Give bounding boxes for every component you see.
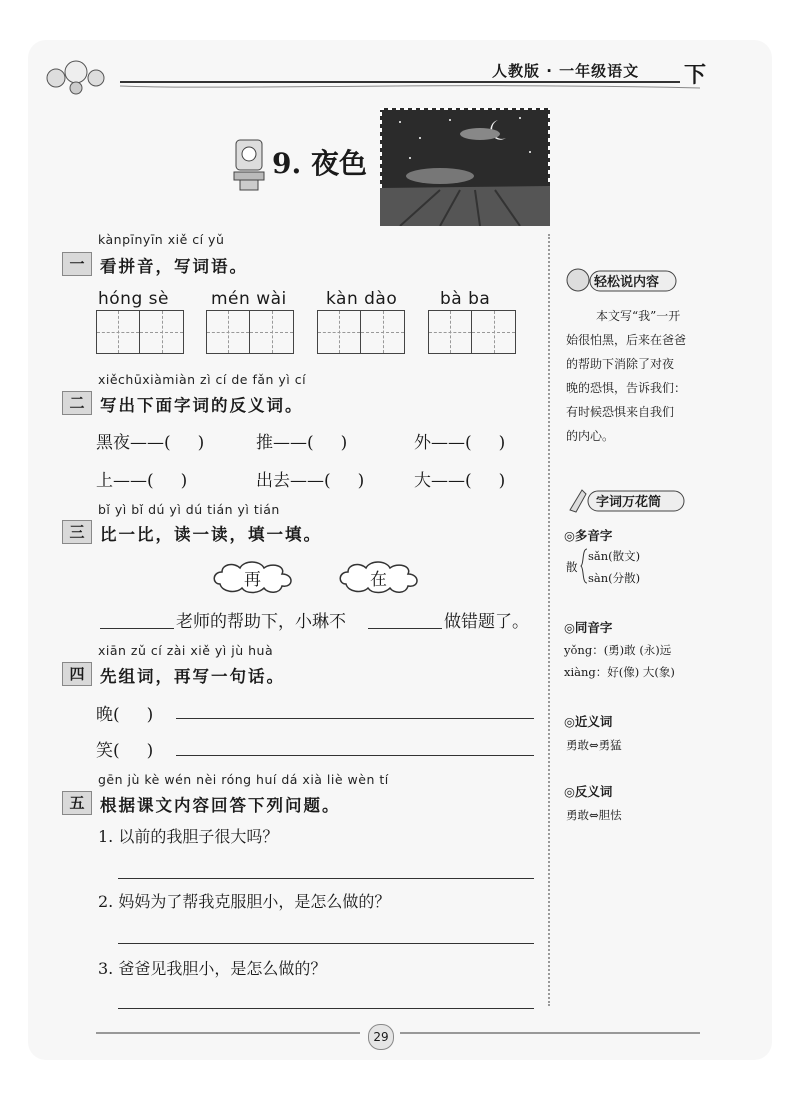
s1-pinyin: kànpīnyīn xiě cí yǔ: [98, 232, 225, 247]
publisher-grade: 人教版 · 一年级语文: [492, 62, 640, 80]
antonym-item[interactable]: 出去——( ): [256, 471, 365, 491]
grid-cell[interactable]: [140, 310, 184, 354]
grid-cell[interactable]: [428, 310, 472, 354]
summary-line: 有时候恐惧来自我们: [566, 405, 675, 419]
lesson-title: 9. 夜色: [272, 147, 367, 180]
grid-cell[interactable]: [472, 310, 516, 354]
column-divider: [548, 234, 550, 1006]
blank-2[interactable]: [368, 628, 442, 629]
cloud-char-1: 再: [244, 570, 261, 590]
s3-sentence-end: 做错题了。: [444, 612, 529, 632]
grid-cell[interactable]: [250, 310, 294, 354]
s2-pinyin: xiěchūxiàmiàn zì cí de fǎn yì cí: [98, 372, 307, 387]
grid-cell[interactable]: [317, 310, 361, 354]
s1-grid-2[interactable]: [206, 310, 294, 354]
polyphone-reading-2: sàn(分散): [588, 571, 641, 585]
teacher-icon: [232, 138, 266, 192]
answer-line-1[interactable]: [118, 878, 534, 879]
grid-cell[interactable]: [361, 310, 405, 354]
blank-1[interactable]: [100, 628, 174, 629]
summary-line: 始很怕黑，后来在爸爸: [566, 333, 687, 347]
page-number: 29: [368, 1024, 394, 1050]
s1-word-pinyin-3: kàn dào: [326, 289, 398, 309]
footer-rule-right: [400, 1032, 700, 1034]
footer-rule-left: [96, 1032, 360, 1034]
antonym-item[interactable]: 上——( ): [96, 471, 188, 491]
sentence-line-2[interactable]: [176, 755, 534, 756]
homophone-line-1: yǒng：(勇)敢 (永)远: [564, 643, 672, 657]
s3-number: 三: [62, 520, 92, 544]
question-2: 2. 妈妈为了帮我克服胆小，是怎么做的？: [98, 892, 391, 911]
cloud-char-2: 在: [370, 570, 387, 590]
s5-number: 五: [62, 791, 92, 815]
antonym-item[interactable]: 黑夜——( ): [96, 433, 205, 453]
antonym-item[interactable]: 大——( ): [414, 471, 506, 491]
s4-number: 四: [62, 662, 92, 686]
summary-badge: 轻松说内容: [594, 275, 660, 290]
s1-grid-4[interactable]: [428, 310, 516, 354]
antonym-item[interactable]: 外——( ): [414, 433, 506, 453]
s1-word-pinyin-2: mén wài: [211, 289, 287, 309]
synonym-line: 勇敢⇔勇猛: [566, 738, 622, 752]
s4-pinyin: xiān zǔ cí zài xiě yì jù huà: [98, 643, 274, 658]
sentence-line-1[interactable]: [176, 718, 534, 719]
s1-title: 看拼音，写词语。: [100, 257, 248, 276]
homophone-line-2: xiàng：好(像) 大(象): [564, 665, 675, 679]
antonym-item[interactable]: 推——( ): [256, 433, 348, 453]
s4-title: 先组词，再写一句话。: [100, 667, 285, 686]
s5-title: 根据课文内容回答下列问题。: [100, 796, 341, 815]
polyphone-heading: ◎多音字: [564, 528, 613, 543]
s1-word-pinyin-1: hóng sè: [98, 289, 169, 309]
question-3: 3. 爸爸见我胆小，是怎么做的？: [98, 959, 327, 978]
s3-sentence-mid: 老师的帮助下，小琳不: [176, 612, 346, 632]
synonym-heading: ◎近义词: [564, 714, 613, 729]
s1-grid-1[interactable]: [96, 310, 184, 354]
homophone-heading: ◎同音字: [564, 620, 613, 635]
s2-title: 写出下面字词的反义词。: [100, 396, 304, 415]
summary-line: 晚的恐惧，告诉我们：: [566, 381, 687, 395]
polyphone-reading-1: sǎn(散文): [588, 549, 641, 563]
grid-cell[interactable]: [206, 310, 250, 354]
compose-word-1[interactable]: 晚( ): [96, 705, 154, 725]
compose-word-2[interactable]: 笑( ): [96, 741, 154, 761]
s1-grid-3[interactable]: [317, 310, 405, 354]
summary-line: 的内心。: [566, 429, 615, 443]
brace-icon: [580, 548, 588, 584]
night-sky-illustration: [380, 108, 550, 226]
grid-cell[interactable]: [96, 310, 140, 354]
s1-word-pinyin-4: bà ba: [440, 289, 491, 309]
antonym-line: 勇敢⇔胆怯: [566, 808, 622, 822]
question-1: 1. 以前的我胆子很大吗？: [98, 827, 279, 846]
s3-title: 比一比，读一读，填一填。: [100, 525, 322, 544]
answer-line-3[interactable]: [118, 1008, 534, 1009]
s2-number: 二: [62, 391, 92, 415]
summary-line: 本文写“我”一开: [596, 309, 681, 323]
antonym-heading: ◎反义词: [564, 784, 613, 799]
s1-number: 一: [62, 252, 92, 276]
s3-pinyin: bǐ yì bǐ dú yì dú tián yì tián: [98, 502, 280, 517]
polyphone-char: 散: [566, 560, 578, 574]
summary-line: 的帮助下消除了对夜: [566, 357, 675, 371]
answer-line-2[interactable]: [118, 943, 534, 944]
s5-pinyin: gēn jù kè wén nèi róng huí dá xià liè wèn tí: [98, 772, 389, 787]
volume-mark: 下: [684, 63, 707, 88]
vocab-badge: 字词万花筒: [596, 495, 662, 510]
